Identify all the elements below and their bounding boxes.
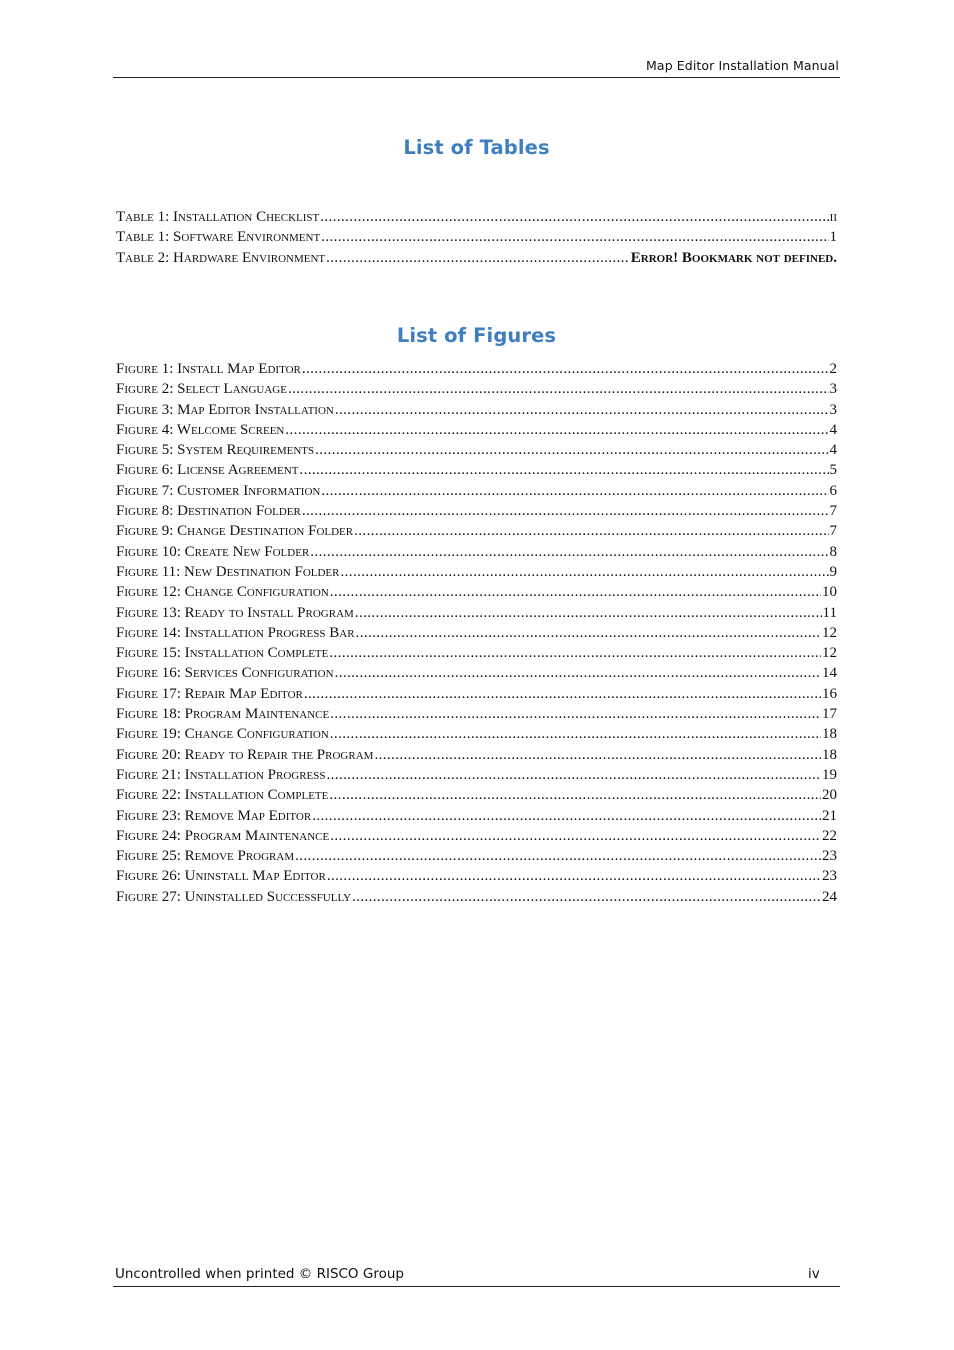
dot-leader bbox=[304, 684, 821, 704]
toc-entry-label: Table 1: Software Environment bbox=[116, 229, 321, 246]
toc-entry-figure-23[interactable] bbox=[116, 806, 837, 826]
toc-entry-figure-20[interactable] bbox=[116, 745, 837, 765]
toc-entry-page: 7 bbox=[829, 503, 837, 520]
list-of-figures bbox=[116, 359, 837, 907]
toc-entry-label: Figure 23: Remove Map Editor bbox=[116, 807, 312, 824]
toc-entry-figure-3[interactable] bbox=[116, 400, 837, 420]
dot-leader bbox=[329, 785, 821, 805]
toc-entry-page: 10 bbox=[822, 584, 837, 601]
dot-leader bbox=[310, 542, 828, 562]
toc-entry-label: Table 2: Hardware Environment bbox=[116, 249, 326, 266]
dot-leader bbox=[330, 826, 821, 846]
toc-entry-table-2[interactable] bbox=[116, 227, 837, 247]
toc-entry-figure-9[interactable] bbox=[116, 521, 837, 541]
toc-entry-page: 7 bbox=[829, 523, 837, 540]
toc-entry-figure-15[interactable] bbox=[116, 643, 837, 663]
toc-entry-label: Figure 21: Installation Progress bbox=[116, 766, 326, 783]
toc-entry-figure-1[interactable] bbox=[116, 359, 837, 379]
dot-leader bbox=[354, 521, 828, 541]
toc-entry-figure-19[interactable] bbox=[116, 724, 837, 744]
toc-entry-figure-8[interactable] bbox=[116, 501, 837, 521]
running-header: Map Editor Installation Manual bbox=[646, 58, 839, 73]
toc-entry-label: Figure 4: Welcome Screen bbox=[116, 421, 285, 438]
toc-entry-figure-13[interactable] bbox=[116, 603, 837, 623]
toc-entry-figure-27[interactable] bbox=[116, 887, 837, 907]
toc-entry-figure-17[interactable] bbox=[116, 684, 837, 704]
dot-leader bbox=[320, 207, 828, 227]
toc-entry-label: Figure 22: Installation Complete bbox=[116, 787, 329, 804]
toc-entry-page: 21 bbox=[822, 807, 837, 824]
dot-leader bbox=[321, 227, 828, 247]
toc-entry-table-3[interactable] bbox=[116, 248, 837, 268]
toc-entry-page: 8 bbox=[829, 543, 837, 560]
dot-leader bbox=[285, 420, 828, 440]
toc-entry-figure-16[interactable] bbox=[116, 663, 837, 683]
toc-entry-label: Figure 1: Install Map Editor bbox=[116, 361, 301, 377]
toc-entry-label: Figure 12: Change Configuration bbox=[116, 584, 329, 601]
dot-leader bbox=[356, 623, 821, 643]
footer-notice: Uncontrolled when printed © RISCO Group bbox=[115, 1266, 404, 1282]
toc-entry-page: 18 bbox=[822, 746, 837, 763]
toc-entry-label: Figure 20: Ready to Repair the Program bbox=[116, 746, 374, 763]
toc-entry-figure-22[interactable] bbox=[116, 785, 837, 805]
toc-entry-page: 11 bbox=[822, 604, 837, 621]
toc-entry-page: 4 bbox=[829, 421, 837, 438]
toc-entry-figure-7[interactable] bbox=[116, 481, 837, 501]
dot-leader bbox=[299, 460, 828, 480]
toc-entry-figure-10[interactable] bbox=[116, 542, 837, 562]
dot-leader bbox=[355, 603, 822, 623]
toc-entry-label: Figure 26: Uninstall Map Editor bbox=[116, 868, 326, 885]
toc-entry-label: Figure 25: Remove Program bbox=[116, 848, 295, 865]
toc-entry-page: 18 bbox=[822, 726, 837, 743]
toc-entry-figure-4[interactable] bbox=[116, 420, 837, 440]
toc-entry-page: 22 bbox=[822, 827, 837, 844]
toc-entry-page: 23 bbox=[822, 868, 837, 885]
list-of-tables-heading: List of Tables bbox=[403, 136, 550, 159]
toc-entry-page: 20 bbox=[822, 787, 837, 804]
toc-entry-page: 12 bbox=[822, 624, 837, 641]
dot-leader bbox=[288, 379, 829, 399]
toc-entry-table-1[interactable] bbox=[116, 207, 837, 227]
footer-page-number: iv bbox=[808, 1266, 820, 1282]
toc-entry-error-text: Error! Bookmark not defined. bbox=[630, 249, 837, 266]
toc-entry-page: 1 bbox=[829, 229, 837, 246]
toc-entry-page: 12 bbox=[822, 645, 837, 662]
toc-entry-page: 2 bbox=[829, 361, 837, 377]
toc-entry-page: 19 bbox=[822, 766, 837, 783]
dot-leader bbox=[312, 806, 821, 826]
toc-entry-figure-21[interactable] bbox=[116, 765, 837, 785]
toc-entry-label: Figure 9: Change Destination Folder bbox=[116, 523, 354, 540]
toc-entry-label: Figure 18: Program Maintenance bbox=[116, 706, 330, 723]
toc-entry-page: 17 bbox=[822, 706, 837, 723]
dot-leader bbox=[330, 582, 821, 602]
toc-entry-figure-24[interactable] bbox=[116, 826, 837, 846]
dot-leader bbox=[327, 765, 822, 785]
dot-leader bbox=[341, 562, 829, 582]
toc-entry-page: 23 bbox=[822, 848, 837, 865]
toc-entry-page: 6 bbox=[829, 482, 837, 499]
toc-entry-figure-11[interactable] bbox=[116, 562, 837, 582]
toc-entry-page: 3 bbox=[829, 401, 837, 418]
dot-leader bbox=[302, 501, 829, 521]
toc-entry-label: Figure 8: Destination Folder bbox=[116, 503, 301, 520]
toc-entry-label: Figure 19: Change Configuration bbox=[116, 726, 329, 743]
dot-leader bbox=[352, 887, 821, 907]
toc-entry-figure-18[interactable] bbox=[116, 704, 837, 724]
toc-entry-page: 24 bbox=[822, 888, 837, 905]
list-of-figures-heading: List of Figures bbox=[396, 324, 557, 347]
toc-entry-label: Figure 16: Services Configuration bbox=[116, 665, 334, 682]
dot-leader bbox=[335, 663, 821, 683]
toc-entry-label: Figure 2: Select Language bbox=[116, 381, 287, 398]
list-of-tables bbox=[116, 207, 837, 268]
dot-leader bbox=[374, 745, 821, 765]
toc-entry-label: Figure 14: Installation Progress Bar bbox=[116, 624, 355, 641]
dot-leader bbox=[295, 846, 821, 866]
toc-entry-label: Figure 11: New Destination Folder bbox=[116, 563, 340, 580]
toc-entry-label: Figure 15: Installation Complete bbox=[116, 645, 329, 662]
toc-entry-figure-26[interactable] bbox=[116, 866, 837, 886]
toc-entry-page: 14 bbox=[822, 665, 837, 682]
dot-leader bbox=[321, 481, 828, 501]
toc-entry-label: Figure 3: Map Editor Installation bbox=[116, 401, 334, 418]
dot-leader bbox=[330, 724, 821, 744]
toc-entry-label: Figure 27: Uninstalled Successfully bbox=[116, 888, 352, 905]
toc-entry-page: 16 bbox=[822, 685, 837, 702]
toc-entry-page: 9 bbox=[829, 563, 837, 580]
dot-leader bbox=[327, 866, 821, 886]
dot-leader bbox=[329, 643, 821, 663]
toc-entry-label: Figure 24: Program Maintenance bbox=[116, 827, 330, 844]
toc-entry-page: 3 bbox=[829, 381, 837, 398]
footer-rule bbox=[113, 1286, 840, 1287]
dot-leader bbox=[326, 248, 630, 268]
toc-entry-figure-2[interactable] bbox=[116, 379, 837, 399]
toc-entry-label: Figure 13: Ready to Install Program bbox=[116, 604, 354, 621]
toc-entry-label: Figure 10: Create New Folder bbox=[116, 543, 310, 560]
toc-entry-figure-14[interactable] bbox=[116, 623, 837, 643]
toc-entry-label: Figure 5: System Requirements bbox=[116, 442, 315, 459]
toc-entry-figure-12[interactable] bbox=[116, 582, 837, 602]
toc-entry-figure-5[interactable] bbox=[116, 440, 837, 460]
toc-entry-page: ii bbox=[829, 209, 837, 225]
toc-entry-label: Figure 6: License Agreement bbox=[116, 462, 299, 479]
dot-leader bbox=[302, 359, 829, 379]
toc-entry-label: Table 1: Installation Checklist bbox=[116, 209, 320, 225]
toc-entry-label: Figure 17: Repair Map Editor bbox=[116, 685, 303, 702]
dot-leader bbox=[335, 400, 829, 420]
toc-entry-label: Figure 7: Customer Information bbox=[116, 482, 321, 499]
dot-leader bbox=[330, 704, 821, 724]
header-rule bbox=[113, 77, 840, 78]
dot-leader bbox=[315, 440, 828, 460]
toc-entry-figure-25[interactable] bbox=[116, 846, 837, 866]
toc-entry-page: 4 bbox=[829, 442, 837, 459]
toc-entry-page: 5 bbox=[829, 462, 837, 479]
toc-entry-figure-6[interactable] bbox=[116, 460, 837, 480]
